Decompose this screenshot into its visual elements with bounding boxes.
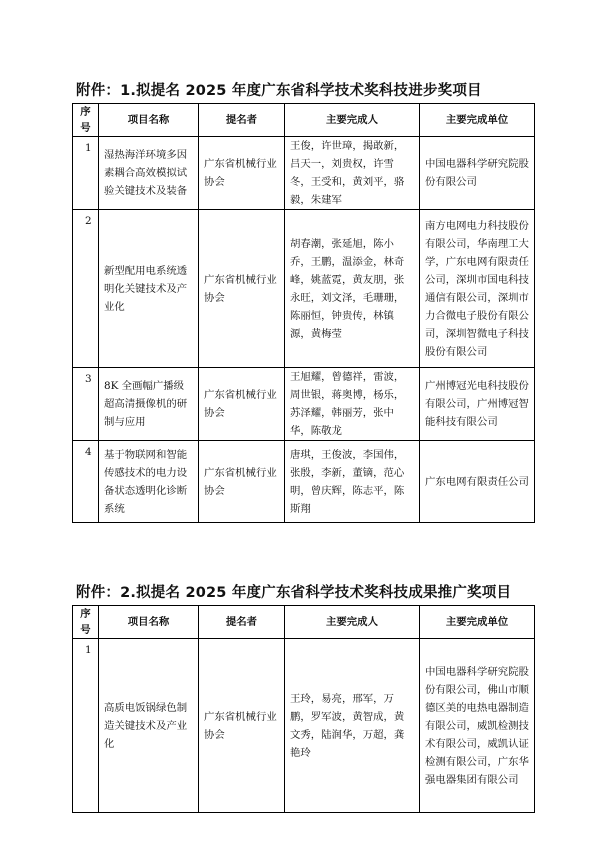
row-no: 2: [73, 210, 99, 368]
row-no: 1: [73, 137, 99, 210]
table-row: [73, 137, 535, 210]
header-nominator: 提名者: [199, 606, 285, 639]
table-row: [73, 368, 535, 441]
row-no: 4: [73, 441, 99, 523]
table-header-row: [73, 104, 535, 137]
row-nominator: 广东省机械行业协会: [199, 368, 285, 441]
table-row: [73, 441, 535, 523]
section-title-progress-award: 附件：1.拟提名 2025 年度广东省科学技术奖科技进步奖项目: [76, 83, 482, 99]
header-project: 项目名称: [99, 606, 199, 639]
row-project: 基于物联网和智能传感技术的电力设备状态透明化诊断系统: [99, 441, 199, 523]
row-no: 3: [73, 368, 99, 441]
header-units: 主要完成单位: [420, 104, 535, 137]
row-people: 王旭耀，曾德祥，雷波，周世银，蒋奥博，杨乐，苏泽耀，韩丽芳，张中华，陈敬龙: [285, 368, 420, 441]
table-row: [73, 639, 535, 813]
row-units: 中国电器科学研究院股份有限公司: [420, 137, 535, 210]
row-people: 王玲，易亮，邢军，万鹏，罗军波，黄智成，黄文秀，陆润华，万超，龚艳玲: [285, 639, 420, 813]
row-people: 唐琪，王俊波，李国伟，张殷，李新，董镝，范心明，曾庆辉，陈志平，陈斯翔: [285, 441, 420, 523]
promotion-award-table: [72, 605, 535, 813]
row-project: 新型配用电系统透明化关键技术及产业化: [99, 210, 199, 368]
header-no: 序号: [73, 104, 99, 137]
header-no: 序号: [73, 606, 99, 639]
row-people: 王俊，许世璋，揭敢新，吕天一，刘贵权，许雪冬，王受和，黄刘平，骆毅，朱建军: [285, 137, 420, 210]
row-project: 高质电饭锅绿色制造关键技术及产业化: [99, 639, 199, 813]
header-nominator: 提名者: [199, 104, 285, 137]
row-nominator: 广东省机械行业协会: [199, 137, 285, 210]
row-units: 南方电网电力科技股份有限公司，华南理工大学，广东电网有限责任公司，深圳市国电科技通信有限公司，深圳市力合微电子股份有限公司，深圳智微电子科技股份有限公司: [420, 210, 535, 368]
header-people: 主要完成人: [285, 606, 420, 639]
header-units: 主要完成单位: [420, 606, 535, 639]
row-project: 8K 全画幅广播级超高清摄像机的研制与应用: [99, 368, 199, 441]
table-header-row: [73, 606, 535, 639]
row-project: 湿热海洋环境多因素耦合高效模拟试验关键技术及装备: [99, 137, 199, 210]
row-no: 1: [73, 639, 99, 813]
progress-award-table: [72, 103, 535, 523]
header-people: 主要完成人: [285, 104, 420, 137]
row-people: 胡春潮，张延旭，陈小乔，王鹏，温添金，林奇峰，姚蓝霓，黄友朋，张永旺，刘文泽，毛珊珊，陈丽恒，钟贵传，林镇源，黄梅莹: [285, 210, 420, 368]
row-nominator: 广东省机械行业协会: [199, 210, 285, 368]
section-title-promotion-award: 附件：2.拟提名 2025 年度广东省科学技术奖科技成果推广奖项目: [76, 585, 512, 601]
row-units: 广东电网有限责任公司: [420, 441, 535, 523]
row-nominator: 广东省机械行业协会: [199, 441, 285, 523]
header-project: 项目名称: [99, 104, 199, 137]
row-nominator: 广东省机械行业协会: [199, 639, 285, 813]
row-units: 广州博冠光电科技股份有限公司，广州博冠智能科技有限公司: [420, 368, 535, 441]
row-units: 中国电器科学研究院股份有限公司，佛山市顺德区美的电热电器制造有限公司，威凯检测技术有限公司，威凯认证检测有限公司，广东华强电器集团有限公司: [420, 639, 535, 813]
table-row: [73, 210, 535, 368]
